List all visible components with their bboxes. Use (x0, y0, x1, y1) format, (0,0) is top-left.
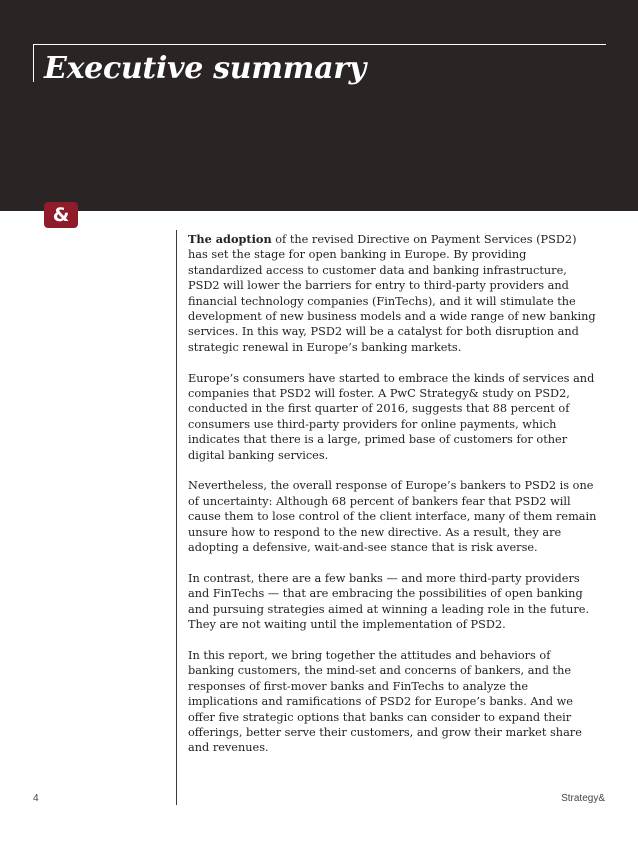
header-banner (0, 0, 638, 211)
paragraph-3: Nevertheless, the overall response of Europe’s bankers to PSD2 is one of uncertainty: Although 68 percent of bankers fear that PSD2 will cause them to lose control of the client interface, many of them remain unsure how to respond to the new directive. As a result, they are adopting a defensive, wait-and-see stance that is risk averse. (188, 479, 597, 555)
footer-brand: Strategy& (561, 793, 605, 804)
paragraph-4: In contrast, there are a few banks — and more third-party providers and FinTechs — that are embracing the possibilities of open banking and pursuing strategies aimed at winning a leading role in the future. They are not waiting until the implementation of PSD2. (188, 571, 590, 632)
paragraph-1-text: of the revised Directive on Payment Services (PSD2) has set the stage for open banking in Europe. By providing standardized access to customer data and banking infrastructure, PSD2 will lower the barriers for entry to third-party providers and financial technology companies (FinTechs), and it will stimulate the development of new business models and a wide range of new banking services. In this way, PSD2 will be a catalyst for both disruption and strategic renewal in Europe’s banking markets. (188, 233, 596, 354)
page-number: 4 (33, 793, 39, 804)
paragraph-1 (188, 232, 598, 355)
content-divider (176, 230, 177, 805)
paragraph-2: Europe’s consumers have started to embrace the kinds of services and companies that PSD2 will foster. A PwC Strategy& study on PSD2, conducted in the first quarter of 2016, suggests that 88 percent of consumers use third-party providers for online payments, which indicates that there is a large, primed base of customers for other digital banking services. (188, 371, 595, 462)
header-rule-vertical (33, 44, 34, 82)
summary-body (188, 232, 598, 771)
page-title: Executive summary (44, 51, 366, 86)
header-rule-horizontal (33, 44, 606, 45)
paragraph-5: In this report, we bring together the attitudes and behaviors of banking customers, the mind-set and concerns of bankers, and the responses of first-mover banks and FinTechs to analyze the implications and ramifications of PSD2 for Europe’s banks. And we offer five strategic options that banks can consider to expand their offerings, better serve their customers, and grow their market share and revenues. (188, 648, 582, 755)
paragraph-1-lead: The adoption (188, 232, 272, 246)
ampersand-badge-icon: & (44, 202, 78, 228)
